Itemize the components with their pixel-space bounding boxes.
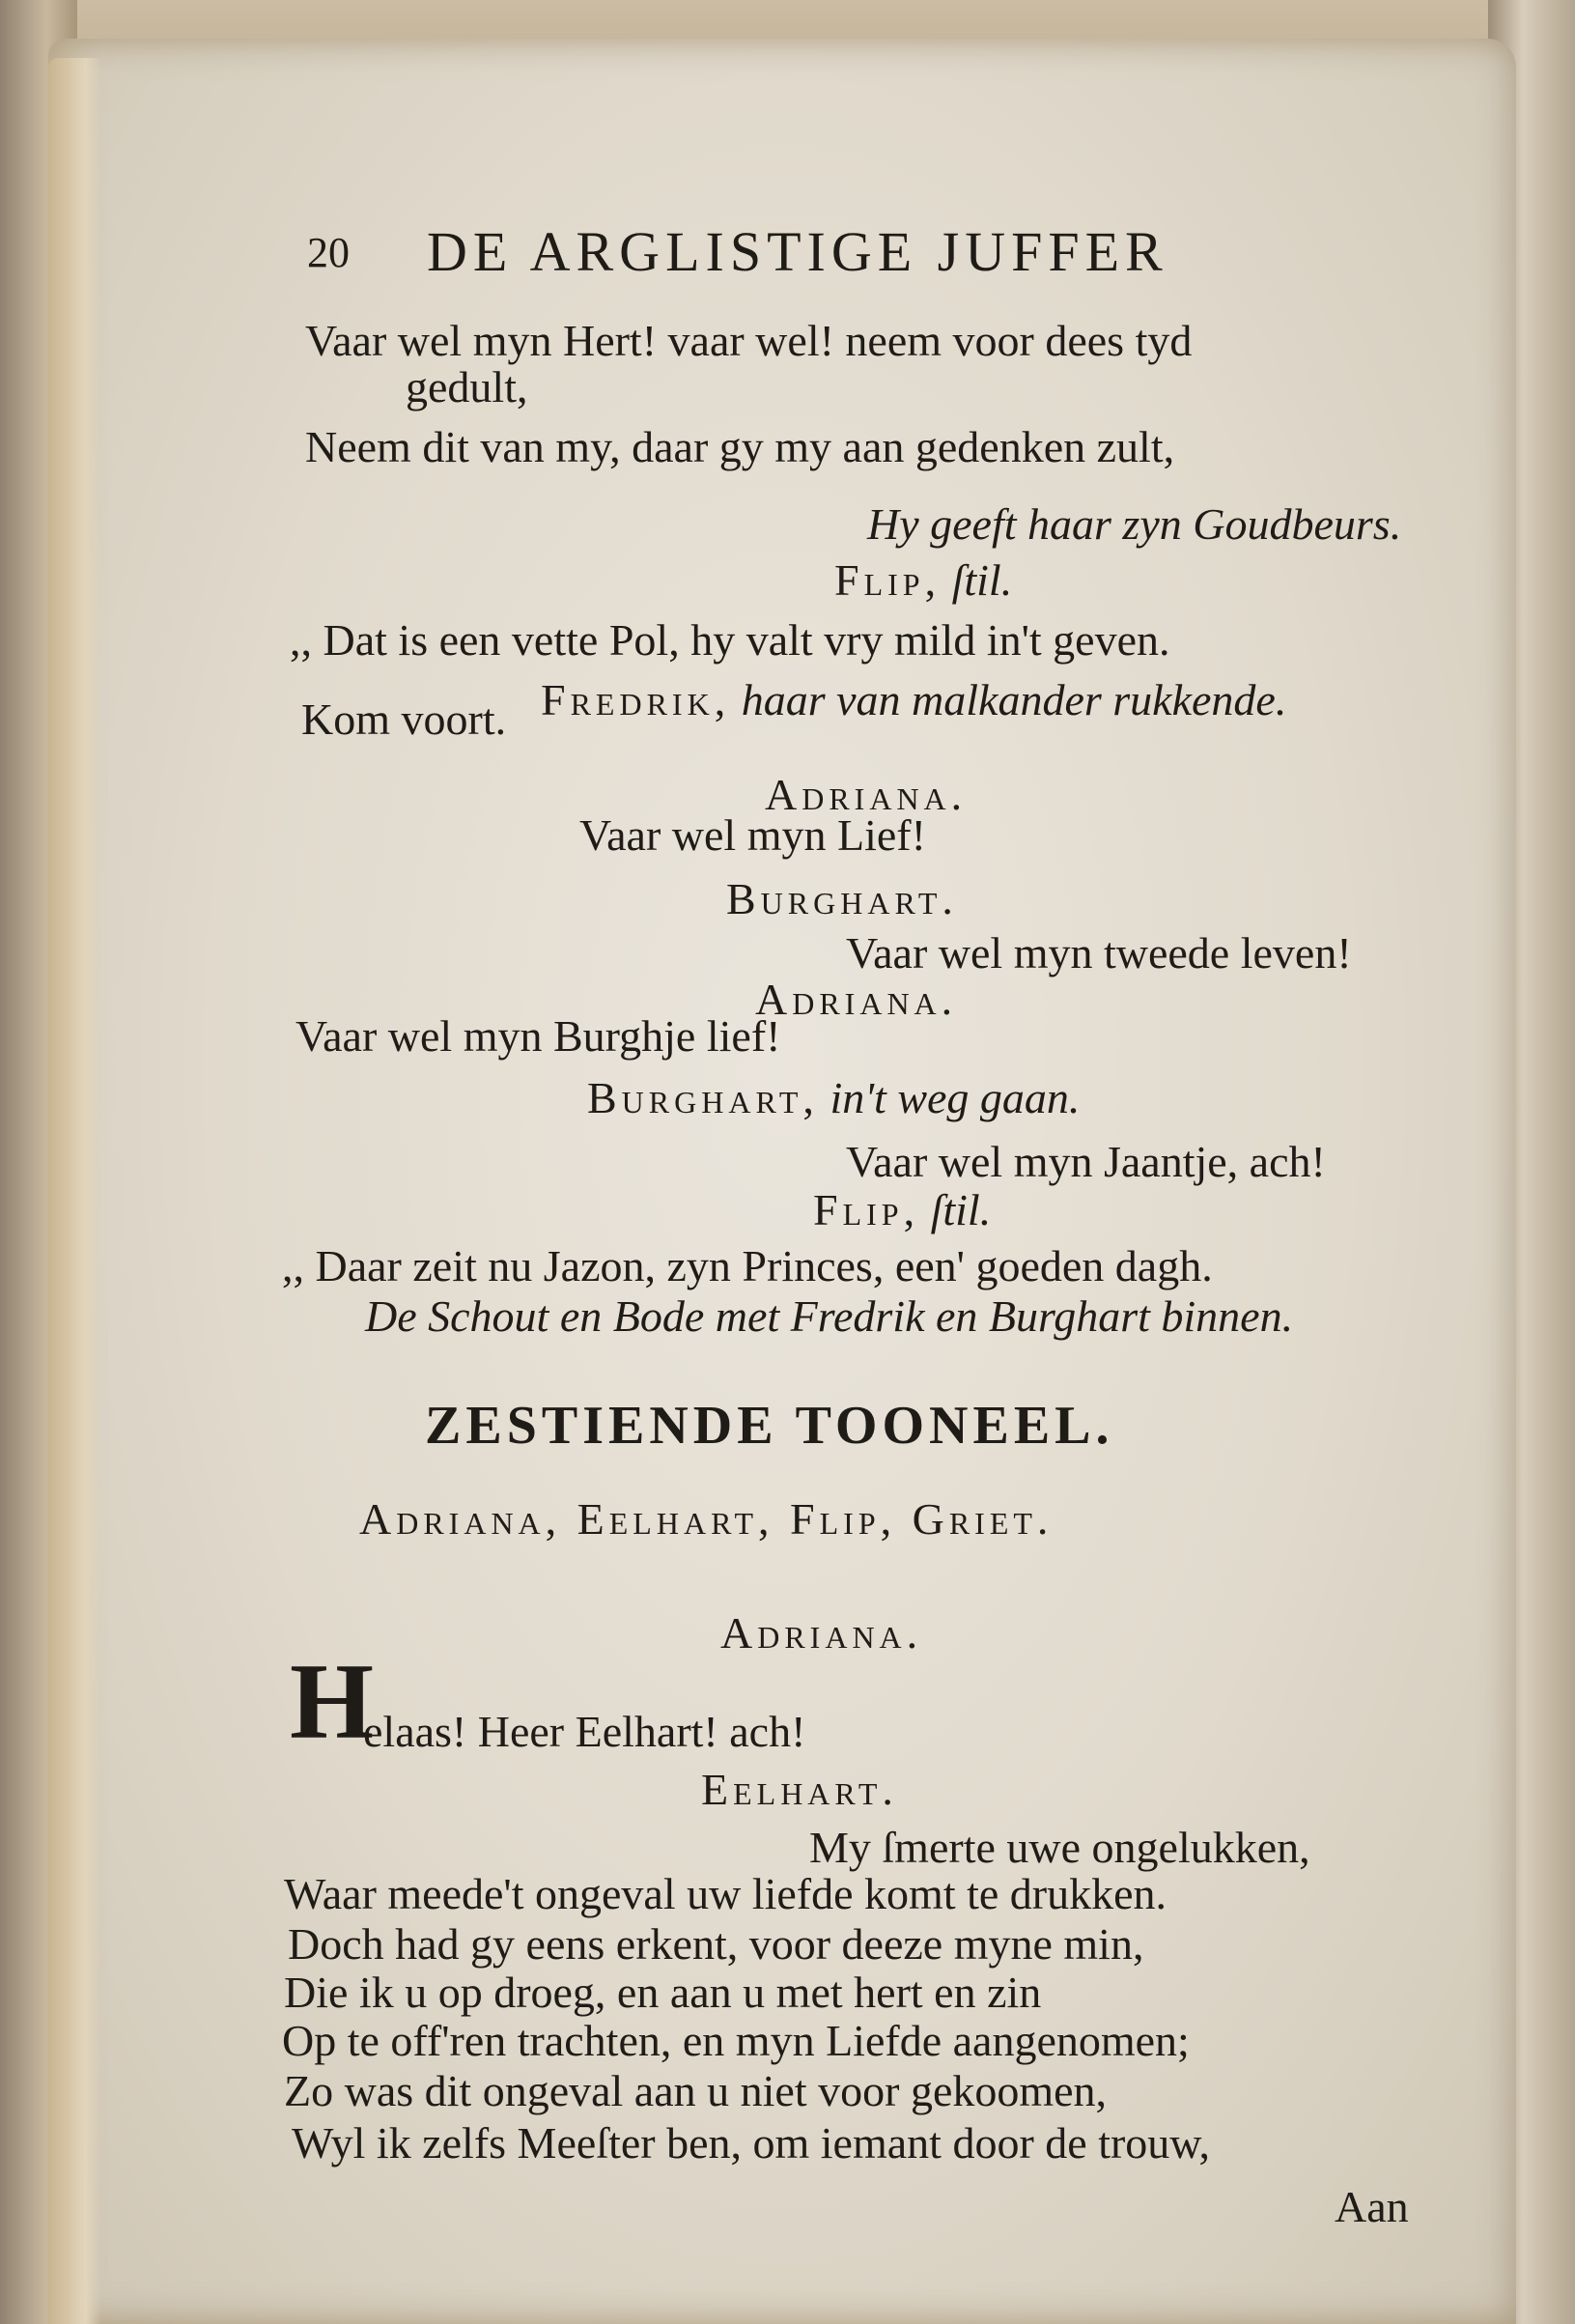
speaker-name: Flip, — [813, 1185, 920, 1234]
stage-direction: ſtil. — [930, 1185, 992, 1234]
speaker-heading — [541, 675, 1287, 724]
stage-direction: De Schout en Bode met Fredrik en Burghart binnen. — [365, 1291, 1294, 1341]
speaker-name: Adriana. — [720, 1608, 923, 1658]
catchword: Aan — [1335, 2182, 1409, 2231]
verse-line: Vaar wel myn Hert! vaar wel! neem voor dees tyd — [305, 316, 1193, 365]
verse-line: Op te off'ren trachten, en myn Liefde aangenomen; — [282, 2016, 1190, 2065]
verse-line: ,, Daar zeit nu Jazon, zyn Princes, een' goeden dagh. — [282, 1241, 1213, 1290]
verse-line: Neem dit van my, daar gy my aan gedenken zult, — [305, 422, 1175, 471]
speaker-heading — [813, 1185, 992, 1234]
verse-line: Kom voort. — [301, 694, 507, 744]
speaker-name: Fredrik, — [541, 675, 731, 724]
speaker-name: Burghart, — [587, 1073, 819, 1122]
stage-direction: ſtil. — [951, 555, 1013, 605]
speaker-name: Eelhart. — [701, 1765, 898, 1814]
scene-title: ZESTIENDE TOONEEL. — [425, 1396, 1114, 1456]
verse-line: My ſmerte uwe ongelukken, — [809, 1823, 1310, 1872]
verse-line: Vaar wel myn Jaantje, ach! — [846, 1137, 1326, 1186]
page-number: 20 — [307, 229, 350, 276]
stage-direction: Hy geeft haar zyn Goudbeurs. — [867, 499, 1402, 549]
speaker-name: Flip, — [834, 555, 942, 605]
speaker-heading — [587, 1073, 1081, 1122]
stage-direction: haar van malkander rukkende. — [741, 675, 1287, 724]
drop-cap: H — [290, 1642, 375, 1762]
speaker-name: Adriana. — [755, 975, 958, 1024]
verse-line: Vaar wel myn Lief! — [579, 810, 926, 860]
speaker-heading — [834, 555, 1013, 605]
verse-line: gedult, — [406, 362, 528, 411]
speaker-name: Burghart. — [726, 874, 958, 923]
verse-line: elaas! Heer Eelhart! ach! — [363, 1707, 806, 1756]
verse-line: Zo was dit ongeval aan u niet voor gekoomen, — [284, 2066, 1108, 2115]
verse-line: ,, Dat is een vette Pol, hy valt vry mild in't geven. — [290, 615, 1170, 665]
verse-line: Doch had gy eens erkent, voor deeze myne min, — [288, 1919, 1144, 1969]
cast-list: Adriana, Eelhart, Flip, Griet. — [359, 1494, 1054, 1544]
stage-direction: in't weg gaan. — [830, 1073, 1081, 1122]
speaker-name: Adriana. — [765, 770, 968, 819]
verse-line: Wyl ik zelfs Meeſter ben, om iemant door de trouw, — [292, 2118, 1211, 2168]
running-title: DE ARGLISTIGE JUFFER — [427, 220, 1168, 283]
verse-line: Vaar wel myn tweede leven! — [846, 928, 1352, 978]
verse-line: Waar meede't ongeval uw liefde komt te drukken. — [284, 1869, 1167, 1918]
verse-line: Vaar wel myn Burghje lief! — [295, 1011, 781, 1061]
verse-line: Die ik u op droeg, en aan u met hert en zin — [284, 1968, 1042, 2017]
